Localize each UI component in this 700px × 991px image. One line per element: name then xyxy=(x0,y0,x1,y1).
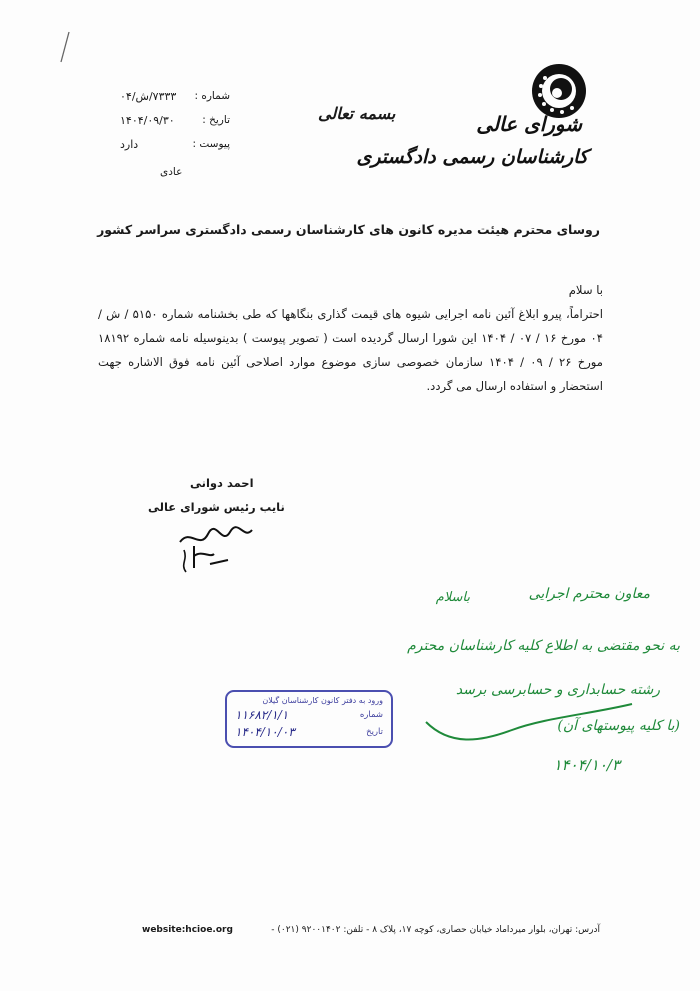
date-label: تاریخ : xyxy=(202,114,230,126)
note-date: ۱۴۰۴/۱۰/۳ xyxy=(553,756,620,774)
stamp-date-row xyxy=(235,725,383,739)
number-value: ۷۳۳۳/ش/۰۴ xyxy=(120,89,177,103)
basmala: بسمه تعالی xyxy=(318,104,396,123)
stamp-number-row xyxy=(235,708,383,722)
note-line-addressee: معاون محترم اجرایی xyxy=(528,586,650,602)
letter-meta xyxy=(120,84,230,156)
footer-address: آدرس: تهران، بلوار میرداماد خیابان حصاری، کوچه ۱۷، پلاک ۸ - تلفن: ۹۲۰۰۱۴۰۲ (۰۲۱) - xyxy=(271,925,600,935)
recipient-heading: روسای محترم هیئت مدیره کانون های کارشناسان رسمی دادگستری سراسر کشور xyxy=(97,222,600,237)
meta-attachment-row xyxy=(120,132,230,156)
stamp-date-label: تاریخ xyxy=(366,727,383,737)
greeting: با سلام xyxy=(568,283,603,297)
stamp-number-value: ۱۱۶۸۲/۱/۱ xyxy=(235,708,289,722)
note-line-field: رشته حسابداری و حسابرسی برسد xyxy=(455,682,660,698)
meta-number-row xyxy=(120,84,230,108)
handwritten-stroke-icon xyxy=(420,690,640,760)
date-value: ۱۴۰۴/۰۹/۳۰ xyxy=(120,113,175,127)
number-label: شماره : xyxy=(194,90,230,102)
footer-website[interactable]: website:hcioe.org xyxy=(142,925,233,935)
org-name-line2: کارشناسان رسمی دادگستری xyxy=(356,146,588,168)
body-paragraph: احتراماً، پیرو ابلاغ آئین نامه اجرایی شیوه های قیمت گذاری بنگاهها که طی بخشنامه شماره ۵۱۵۰ / ش / ۰۴ مورخ ۱۶ / ۰۷ / ۱۴۰۴ این شورا ارسال گردیده است ( تصویر پیوست ) بدینوسیله نامه شماره ۱۸۱۹۲ مورخ ۲۶ / ۰۹ / ۱۴۰۴ سازمان خصوصی سازی موضوع موارد اصلاحی آئین نامه فوق الاشاره جهت استحضار و استفاده ارسال می گردد. xyxy=(98,307,604,393)
note-greeting: باسلام xyxy=(435,590,470,605)
org-name-line1: شورای عالی xyxy=(476,112,582,136)
pen-mark-icon xyxy=(58,30,72,64)
stamp-number-label: شماره xyxy=(359,710,383,720)
letter-body xyxy=(98,278,603,398)
attachment-value: دارد xyxy=(120,137,139,151)
receipt-stamp xyxy=(225,690,393,748)
signature-icon xyxy=(170,520,260,580)
note-line-attachments: (با کلیه پیوستهای آن) xyxy=(557,718,680,734)
signer-name: احمد دوانی xyxy=(190,476,254,490)
stamp-title: ورود به دفتر کانون کارشناسان گیلان xyxy=(262,696,383,705)
meta-date-row xyxy=(120,108,230,132)
stamp-date-value: ۱۴۰۴/۱۰/۰۳ xyxy=(235,725,295,739)
signer-title: نایب رئیس شورای عالی xyxy=(148,500,285,514)
attachment-label: پیوست : xyxy=(192,138,230,150)
priority-label: عادی xyxy=(160,166,183,178)
note-line-instruction: به نحو مقتضی به اطلاع کلیه کارشناسان محترم xyxy=(407,638,680,654)
